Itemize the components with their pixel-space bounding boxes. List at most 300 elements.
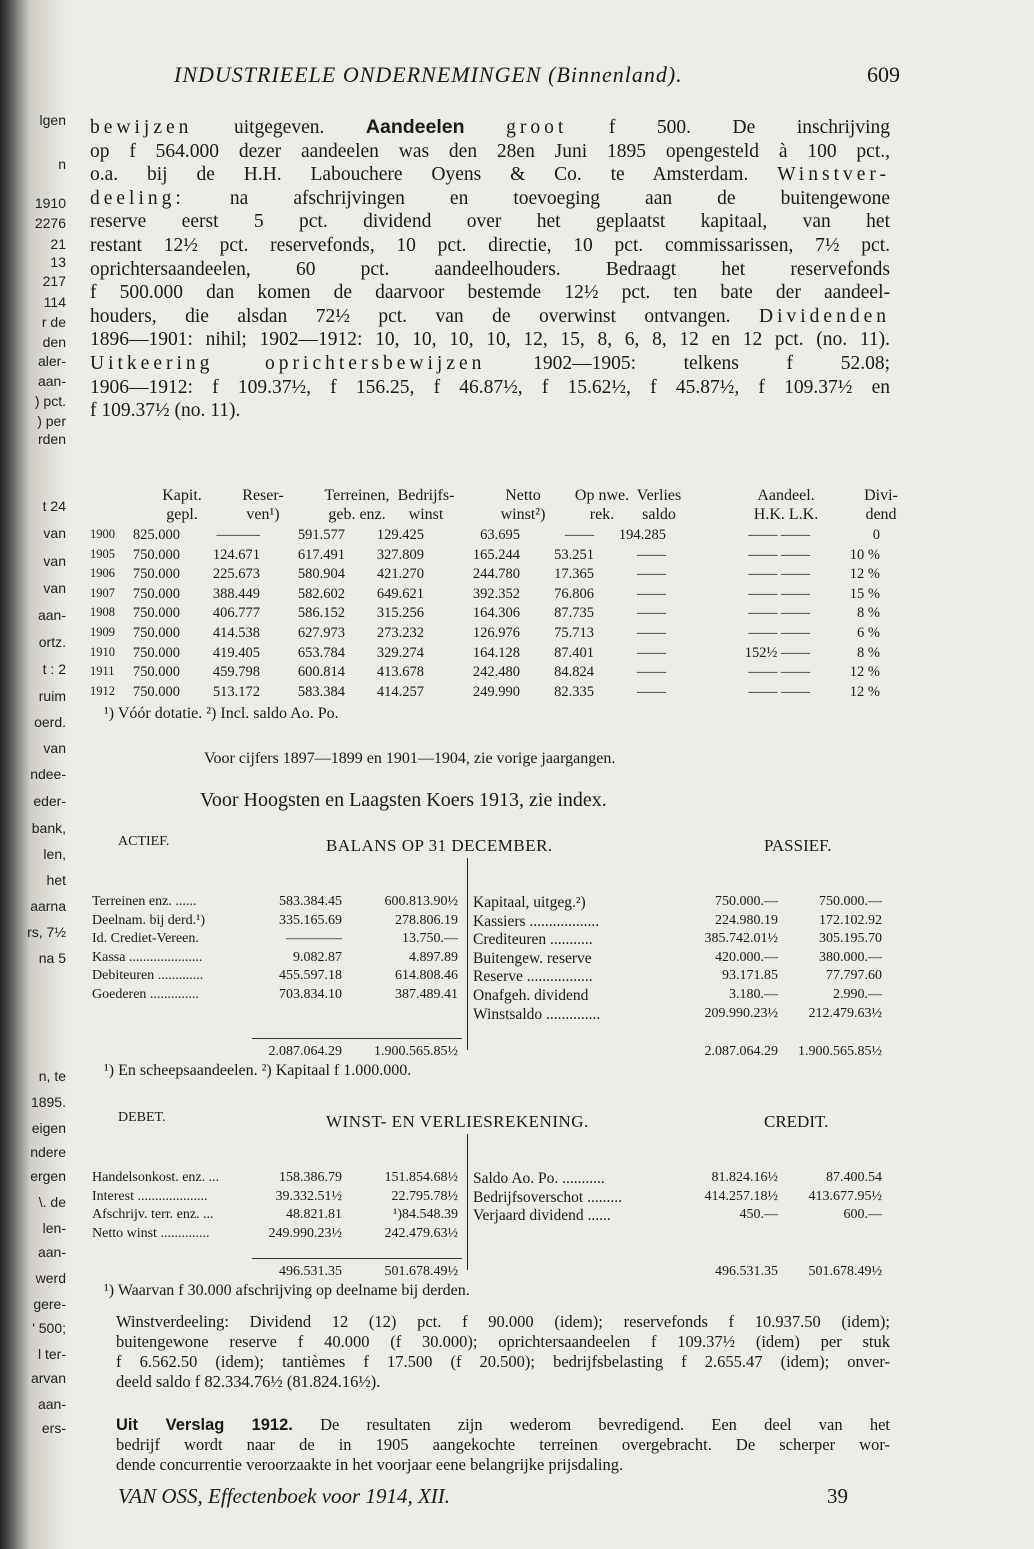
ledger-value: 414.257.18½: [704, 1188, 778, 1204]
column-header: Divi-: [864, 487, 898, 504]
ledger-value: 420.000.—: [715, 949, 778, 965]
stats-footnote: ¹) Vóór dotatie. ²) Incl. saldo Ao. Po.: [104, 705, 339, 722]
table-cell: ———: [216, 527, 260, 543]
ledger-label: Id. Crediet-Vereen.: [92, 931, 199, 947]
ledger-value: 614.808.46: [395, 968, 458, 984]
footer-sheet-number: 39: [827, 1484, 848, 1508]
table-cell: 194.285: [618, 527, 666, 543]
margin-fragment: 1910: [34, 195, 66, 211]
table-cell: 406.777: [212, 605, 260, 622]
ledger-value: ————: [286, 931, 342, 947]
column-header-sub: saldo: [642, 506, 676, 523]
ledger-label: Kapitaal, uitgeg.²): [473, 894, 586, 911]
margin-fragment: van: [43, 580, 66, 596]
ledger-value: 750.000.—: [715, 894, 778, 909]
text-run: reserve eerst 5 pct. dividend over het geplaatst kapitaal, van het: [90, 211, 890, 233]
ledger-label: Verjaard dividend ......: [473, 1207, 611, 1225]
ledger-value: 3.180.—: [729, 987, 778, 1002]
text-run: f 109.37½ (no. 11).: [90, 400, 241, 422]
table-cell: 750.000: [132, 664, 180, 681]
ledger-value: 22.795.78½: [391, 1188, 458, 1204]
statement-footnote: ¹) En scheepsaandeelen. ²) Kapitaal f 1.000.000.: [104, 1062, 412, 1080]
text-run: restant 12½ pct. reservefonds, 10 pct. directie, 10 pct. commissarissen, 7½ pct.: [90, 234, 890, 256]
table-cell: 17.365: [554, 566, 594, 583]
ledger-value: 335.165.69: [279, 912, 342, 928]
margin-fragment: van: [43, 553, 66, 569]
total-value: 496.531.35: [715, 1264, 778, 1280]
table-cell: 388.449: [212, 585, 260, 602]
table-cell: 413.678: [376, 664, 424, 681]
ledger-value: 151.854.68½: [384, 1170, 458, 1185]
table-cell: 63.695: [480, 527, 520, 543]
total-value: 501.678.49½: [384, 1264, 458, 1280]
ledger-value: 242.479.63½: [384, 1225, 458, 1241]
ledger-value: 81.824.16½: [711, 1170, 778, 1185]
margin-fragment: arvan: [30, 1370, 66, 1386]
margin-fragment: 1895.: [30, 1094, 66, 1110]
table-row-year: 1908: [90, 605, 115, 620]
margin-fragment: ndere: [30, 1144, 66, 1160]
table-cell: 419.405: [212, 644, 260, 661]
text-run: [224, 1415, 251, 1434]
paragraph-profit-distribution: [116, 1312, 890, 1392]
ledger-value: 450.—: [739, 1207, 778, 1223]
margin-fragment: 217: [42, 273, 66, 289]
text-line: [90, 258, 890, 282]
table-cell: 225.673: [212, 566, 260, 583]
table-cell: ——: [637, 585, 666, 602]
text-run: [465, 117, 507, 138]
margin-fragment: lgen: [39, 112, 66, 128]
table-cell: 165.244: [472, 546, 520, 563]
margin-fragment: ruim: [38, 688, 66, 704]
ledger-label: Deelnam. bij derd.¹): [92, 912, 206, 928]
ledger-label: Interest ....................: [92, 1188, 208, 1204]
margin-fragment: gere-: [33, 1296, 66, 1312]
total-value: 1.900.565.85½: [798, 1044, 882, 1060]
table-cell: —— ——: [748, 605, 810, 622]
statement-right-heading: PASSIEF.: [764, 836, 832, 855]
table-cell: 152½ ——: [744, 644, 810, 661]
margin-fragment: 114: [43, 294, 66, 310]
text-run: na afschrijvingen en toevoeging aan de buitengewone: [184, 187, 890, 209]
ledger-value: 39.332.51½: [275, 1188, 342, 1204]
margin-fragment: eigen: [31, 1120, 66, 1136]
text-run: o.a. bij de H.H. Labouchere Oyens & Co. te Amsterdam.: [90, 164, 778, 186]
ledger-label: Kassiers ..................: [473, 912, 600, 930]
table-cell: 586.152: [297, 605, 345, 622]
margin-fragment: r de: [41, 314, 66, 330]
table-cell: 164.128: [472, 644, 520, 661]
column-header: Op nwe.: [574, 487, 630, 504]
table-cell: 82.335: [554, 683, 594, 700]
ledger-label: Reserve .................: [473, 968, 593, 986]
footer-source: VAN OSS, Effectenboek voor 1914, XII.: [118, 1484, 451, 1508]
text-run: Winstverdeeling: Dividend 12 (12) pct. f 90.000 (idem); reservefonds f 10.937.50 (idem);: [116, 1312, 890, 1331]
table-cell: 750.000: [132, 605, 180, 622]
margin-fragment: aarna: [30, 898, 66, 914]
margin-fragment: ergen: [30, 1168, 66, 1184]
total-value: 2.087.064.29: [704, 1044, 778, 1060]
margin-fragment: len-: [42, 1220, 66, 1236]
table-cell: 8 %: [857, 605, 880, 622]
ledger-value: 380.000.—: [819, 949, 882, 965]
bold-heading: 1912.: [251, 1416, 293, 1434]
table-cell: 513.172: [212, 683, 260, 700]
statement-footnote: ¹) Waarvan f 30.000 afschrijving op deelname bij derden.: [104, 1282, 470, 1300]
margin-fragment: rden: [37, 431, 66, 447]
table-cell: 164.306: [472, 605, 520, 622]
ledger-value: 13.750.—: [402, 931, 458, 947]
column-header: Aandeel.: [757, 487, 815, 504]
text-run: uitgegeven.: [192, 117, 366, 138]
table-cell: 392.352: [472, 585, 520, 602]
table-cell: 649.621: [376, 585, 424, 602]
ledger-label: Debiteuren .............: [92, 968, 204, 984]
table-cell: 87.401: [554, 644, 594, 661]
text-run: bewijzen: [90, 117, 193, 138]
bold-heading: Aandeelen: [365, 116, 465, 138]
margin-fragment: het: [46, 872, 66, 888]
table-cell: ——: [637, 566, 666, 583]
ledger-label: Kassa .....................: [92, 949, 203, 965]
text-line: [90, 234, 890, 258]
text-run: buitengewone reserve f 40.000 (f 30.000); oprichtersaandeelen f 109.37½ (idem) per stuk: [116, 1332, 890, 1351]
table-row-year: 1910: [90, 644, 115, 659]
margin-fragment: 21: [50, 236, 66, 252]
text-run: houders, die alsdan 72½ pct. van de overwinst ontvangen.: [90, 305, 760, 327]
column-header-sub: winst²): [500, 506, 546, 523]
total-value: 496.531.35: [279, 1264, 342, 1280]
column-header: Kapit.: [162, 487, 202, 504]
table-cell: 53.251: [554, 546, 594, 563]
table-cell: 10 %: [849, 546, 880, 563]
text-line: [116, 1372, 890, 1392]
margin-fragment: na 5: [38, 950, 66, 966]
table-cell: 750.000: [132, 546, 180, 563]
table-cell: 421.270: [376, 566, 424, 583]
table-cell: 315.256: [376, 605, 424, 622]
column-header: Netto: [505, 487, 541, 504]
ledger-value: 158.386.79: [279, 1170, 342, 1185]
text-run: 1896—1901: nihil; 1902—1912: 10, 10, 10, 10, 12, 15, 8, 6, 8, 12 en 12 pct. (no. 11).: [90, 329, 890, 351]
paragraph-annual-report: [116, 1415, 890, 1475]
table-row-year: 1907: [90, 585, 115, 600]
margin-fragment: oerd.: [34, 714, 66, 730]
note-price-index: Voor Hoogsten en Laagsten Koers 1913, zie index.: [200, 789, 607, 811]
table-cell: 459.798: [212, 664, 260, 681]
table-cell: —— ——: [748, 625, 810, 641]
column-header: Verlies: [636, 487, 682, 504]
running-header: [120, 62, 900, 96]
text-run: deeld saldo f 82.334.76½ (81.824.16½).: [116, 1372, 381, 1391]
text-line: [90, 187, 890, 211]
table-cell: 583.384: [297, 683, 345, 700]
margin-fragment: ers-: [41, 1420, 66, 1436]
margin-fragment: l ter-: [38, 1346, 66, 1362]
table-cell: ——: [637, 683, 666, 700]
text-line: [116, 1332, 890, 1352]
table-cell: 617.491: [297, 546, 345, 563]
table-cell: ——: [565, 527, 594, 543]
margin-fragment: van: [43, 525, 66, 541]
table-cell: 750.000: [132, 566, 180, 583]
table-row-year: 1911: [90, 664, 115, 679]
table-cell: 580.904: [297, 566, 345, 583]
text-run: deeling:: [90, 187, 185, 209]
text-line: [90, 140, 890, 164]
text-run: De resultaten zijn wederom bevredigend. Een deel van het: [292, 1415, 890, 1434]
margin-fragment: bank,: [31, 820, 66, 836]
table-cell: 129.425: [376, 527, 424, 543]
table-cell: —— ——: [748, 683, 810, 700]
ledger-value: 278.806.19: [395, 912, 458, 928]
ledger-value: 87.400.54: [826, 1170, 882, 1185]
total-rule: [252, 1258, 462, 1259]
margin-fragment: ) per: [37, 413, 66, 429]
text-run: Winstver-: [777, 164, 890, 186]
table-cell: 653.784: [297, 644, 345, 661]
column-header-sub: ven¹): [246, 506, 280, 523]
statement-left-heading: DEBET.: [118, 1110, 166, 1125]
table-row-year: 1900: [90, 527, 115, 541]
table-cell: 12 %: [849, 683, 880, 700]
page-title: INDUSTRIEELE ONDERNEMINGEN (Binnenland).: [174, 62, 683, 87]
table-cell: 0: [872, 527, 880, 543]
statement-title: BALANS OP 31 DECEMBER.: [326, 836, 553, 855]
table-cell: ——: [637, 664, 666, 681]
text-line: [116, 1435, 890, 1455]
ledger-label: Handelsonkost. enz. ...: [92, 1170, 220, 1185]
ledger-label: Afschrijv. terr. enz. ...: [92, 1207, 214, 1223]
margin-fragment: ortz.: [38, 634, 66, 650]
column-header-sub: dend: [865, 506, 897, 523]
table-cell: —— ——: [748, 585, 810, 602]
text-line: [90, 352, 890, 376]
text-line: [116, 1352, 890, 1372]
table-cell: 414.538: [212, 625, 260, 641]
table-cell: 750.000: [132, 585, 180, 602]
table-cell: 414.257: [376, 683, 424, 700]
column-header-sub: rek.: [589, 506, 615, 523]
total-value: 1.900.565.85½: [374, 1044, 458, 1060]
margin-fragment: \. de: [38, 1194, 66, 1210]
text-run: 1902—1905: telkens f 52.08;: [485, 352, 890, 374]
text-run: groot: [506, 117, 568, 138]
text-run: Dividenden: [759, 305, 890, 327]
table-cell: 12 %: [849, 566, 880, 583]
table-cell: 750.000: [132, 644, 180, 661]
ledger-value: 77.797.60: [826, 968, 882, 984]
text-run: dende concurrentie veroorzaakte in het voorjaar eene belangrijke prijsdaling.: [116, 1455, 624, 1474]
margin-fragment: aan-: [37, 607, 66, 623]
column-divider: [467, 858, 468, 1050]
ledger-label: Netto winst ..............: [92, 1225, 210, 1241]
total-value: 2.087.064.29: [268, 1044, 342, 1060]
ledger-value: 413.677.95½: [808, 1188, 882, 1204]
text-run: oprichtersaandeelen, 60 pct. aandeelhouders. Bedraagt het reservefonds: [90, 258, 890, 280]
text-run: Uitkeering oprichtersbewijzen: [90, 352, 486, 374]
table-row-year: 1906: [90, 566, 115, 581]
table-cell: 582.602: [297, 585, 345, 602]
ledger-label: Terreinen enz. ......: [92, 894, 197, 909]
table-cell: —— ——: [748, 566, 810, 583]
ledger-value: 4.897.89: [409, 949, 458, 965]
ledger-value: 600.813.90½: [384, 894, 458, 909]
ledger-value: 9.082.87: [293, 949, 342, 965]
text-run: f 500.000 dan komen de daarvoor bestemde 12½ pct. ten bate der aandeel-: [90, 282, 890, 304]
margin-fragment: den: [42, 334, 66, 350]
column-header: Terreinen,: [324, 487, 390, 504]
text-line: [116, 1312, 890, 1332]
text-line: [90, 305, 890, 329]
column-header-sub: geb. enz.: [328, 506, 386, 523]
table-cell: 87.735: [554, 605, 594, 622]
ledger-value: 385.742.01½: [704, 931, 778, 947]
margin-fragment: len,: [43, 846, 66, 862]
table-cell: ——: [637, 644, 666, 661]
margin-fragment: 2276: [34, 215, 66, 231]
table-cell: 249.990: [472, 683, 520, 700]
column-header-sub: gepl.: [166, 506, 198, 523]
text-line: [90, 116, 890, 140]
margin-fragment: n: [58, 156, 66, 172]
column-header: Bedrijfs-: [397, 487, 455, 504]
ledger-value: 249.990.23½: [268, 1225, 342, 1241]
total-value: 501.678.49½: [808, 1264, 882, 1280]
ledger-value: 93.171.85: [722, 968, 778, 984]
ledger-value: 305.195.70: [819, 931, 882, 947]
margin-fragment: eder-: [33, 793, 66, 809]
column-divider: [467, 1134, 468, 1270]
table-cell: 600.814: [297, 664, 345, 681]
ledger-value: 212.479.63½: [808, 1005, 882, 1021]
text-line: [90, 399, 890, 423]
ledger-value: 600.—: [843, 1207, 882, 1223]
table-cell: 825.000: [132, 527, 180, 543]
table-row-year: 1905: [90, 546, 115, 561]
text-run: f 500. De inschrijving: [567, 117, 890, 138]
table-cell: 126.976: [472, 625, 520, 641]
margin-fragment: n, te: [38, 1068, 66, 1084]
statement-right-heading: CREDIT.: [764, 1112, 829, 1131]
table-cell: 76.806: [554, 585, 594, 602]
ledger-label: Goederen ..............: [92, 987, 199, 1002]
margin-fragment: ndee-: [30, 766, 66, 782]
ledger-value: 750.000.—: [819, 894, 882, 909]
text-line: [90, 376, 890, 400]
table-cell: 750.000: [132, 683, 180, 700]
ledger-value: 583.384.45: [279, 894, 342, 909]
ledger-value: 2.990.—: [833, 987, 882, 1002]
text-run: 1906—1912: f 109.37½, f 156.25, f 46.87½, f 15.62½, f 45.87½, f 109.37½ en: [90, 376, 890, 398]
ledger-value: 172.102.92: [819, 912, 882, 928]
bold-heading: Uit Verslag: [116, 1416, 225, 1434]
ledger-value: 455.597.18: [279, 968, 342, 984]
page-number: 609: [867, 62, 900, 87]
margin-fragment: ' 500;: [32, 1320, 66, 1336]
ledger-value: ¹)84.548.39: [393, 1207, 458, 1223]
table-cell: —— ——: [748, 546, 810, 563]
table-cell: 242.480: [472, 664, 520, 681]
margin-fragment: aan-: [37, 373, 66, 389]
table-row-year: 1912: [90, 683, 115, 698]
table-cell: 750.000: [132, 625, 180, 641]
note-earlier-figures: Voor cijfers 1897—1899 en 1901—1904, zie vorige jaargangen.: [204, 750, 616, 767]
table-cell: 627.973: [297, 625, 345, 641]
text-line: [116, 1415, 890, 1435]
ledger-label: Bedrijfsoverschot .........: [473, 1188, 622, 1206]
table-cell: 84.824: [554, 664, 594, 681]
table-cell: 327.809: [376, 546, 424, 563]
margin-fragment: van: [43, 740, 66, 756]
table-cell: 12 %: [849, 664, 880, 681]
table-cell: —— ——: [748, 527, 810, 543]
ledger-value: 209.990.23½: [704, 1005, 778, 1021]
margin-fragment: t : 2: [42, 661, 66, 677]
table-cell: —— ——: [748, 664, 810, 681]
text-run: op f 564.000 dezer aandeelen was den 28en Juni 1895 opengesteld à 100 pct.,: [90, 140, 890, 162]
margin-fragment: aan-: [37, 1244, 66, 1260]
ledger-value: 703.834.10: [279, 987, 342, 1002]
table-cell: 591.577: [297, 527, 345, 543]
column-header-sub: H.K. L.K.: [753, 506, 819, 523]
table-cell: ——: [637, 605, 666, 622]
ledger-label: Winstsaldo ..............: [473, 1005, 601, 1023]
table-cell: 244.780: [472, 566, 520, 583]
table-cell: 6 %: [857, 625, 880, 641]
table-cell: 15 %: [849, 585, 880, 602]
ledger-label: Onafgeh. dividend: [473, 987, 589, 1004]
text-run: bedrijf wordt naar de in 1905 aangekochte terreinen overgebracht. De scherper wor-: [116, 1435, 890, 1454]
text-line: [116, 1455, 890, 1475]
ledger-label: Saldo Ao. Po. ...........: [473, 1170, 605, 1187]
paragraph-shares: [90, 116, 890, 423]
text-line: [90, 281, 890, 305]
table-cell: 75.713: [554, 625, 594, 641]
margin-fragment: aler-: [37, 353, 66, 369]
margin-fragment: rs, 7½: [27, 924, 66, 940]
text-line: [90, 163, 890, 187]
table-row-year: 1909: [90, 625, 115, 639]
margin-fragment: 13: [50, 254, 66, 270]
statement-left-heading: ACTIEF.: [118, 834, 170, 849]
margin-fragment: werd: [35, 1270, 66, 1286]
text-run: f 6.562.50 (idem); tantièmes f 17.500 (f 20.500); bedrijfsbelasting f 2.655.47 (idem); onver-: [116, 1352, 890, 1371]
text-line: [90, 210, 890, 234]
statement-title: WINST- EN VERLIESREKENING.: [326, 1112, 589, 1131]
margin-fragment: aan-: [37, 1396, 66, 1412]
ledger-label: Buitengew. reserve: [473, 949, 592, 967]
total-rule: [252, 1038, 462, 1039]
table-cell: 273.232: [376, 625, 424, 641]
table-cell: ——: [637, 625, 666, 641]
table-cell: 329.274: [376, 644, 424, 661]
column-header: Reser-: [242, 487, 284, 504]
table-cell: ——: [637, 546, 666, 563]
ledger-value: 387.489.41: [395, 987, 458, 1002]
text-line: [90, 328, 890, 352]
margin-fragment: ) pct.: [34, 393, 66, 409]
page-footer: [118, 1484, 878, 1509]
column-header-sub: winst: [408, 506, 444, 523]
ledger-value: 48.821.81: [286, 1207, 342, 1223]
table-cell: 124.671: [212, 546, 260, 563]
ledger-label: Crediteuren ...........: [473, 931, 593, 949]
ledger-value: 224.980.19: [715, 912, 778, 928]
margin-fragment: t 24: [42, 498, 66, 514]
table-cell: 8 %: [857, 644, 880, 661]
